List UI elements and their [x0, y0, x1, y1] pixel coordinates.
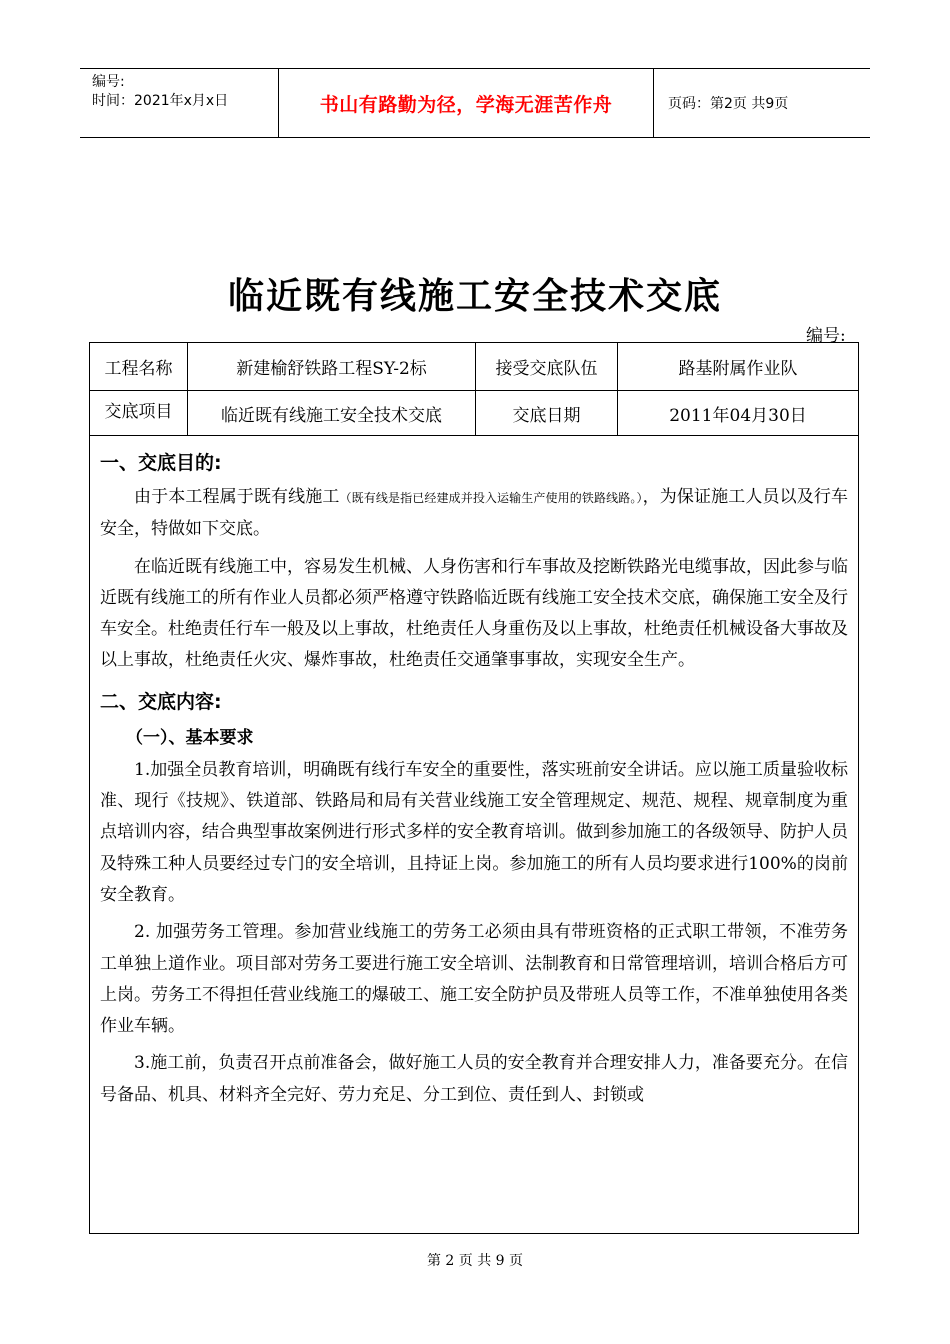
item-value: 临近既有线施工安全技术交底: [188, 391, 476, 436]
header-time-label: 时间：2021年x月x日: [92, 93, 229, 109]
info-table: [90, 343, 858, 436]
requirement-item-2: 2. 加强劳务工管理。参加营业线施工的劳务工必须由具有带班资格的正式职工带领，不准劳务工单独上道作业。项目部对劳务工要进行施工安全培训、法制教育和日常管理培训，培训合格后方可上岗。劳务工不得担任营业线施工的爆破工、施工安全防护员及带班人员等工作，不准单独使用各类作业车辆。: [100, 922, 848, 1037]
document-title: 临近既有线施工安全技术交底: [227, 276, 722, 317]
project-name-value: 新建榆舒铁路工程SY-2标: [188, 343, 476, 391]
page-header: [80, 68, 870, 138]
header-number-label: 编号:: [92, 74, 125, 90]
basic-requirements-heading: （一）、基本要求: [126, 727, 254, 748]
requirement-item-1: 1.加强全员教育培训，明确既有线行车安全的重要性，落实班前安全讲话。应以施工质量验收标准、现行《技规》、铁道部、铁路局和局有关营业线施工安全管理规定、规范、规程、规章制度为重点培训内容，结合典型事故案例进行形式多样的安全教育培训。做到参加施工的各级领导、防护人员及特殊工种人员要经过专门的安全培训，且持证上岗。参加施工的所有人员均要求进行100%的岗前安全教育。: [100, 759, 848, 905]
date-label: 交底日期: [476, 391, 618, 436]
purpose-heading: 一、交底目的:: [100, 452, 222, 474]
purpose-paragraph-2: 在临近既有线施工中，容易发生机械、人身伤害和行车事故及挖断铁路光电缆事故，因此参与临近既有线施工的所有作业人员都必须严格遵守铁路临近既有线施工安全技术交底，确保施工安全及行车安全。杜绝责任行车一般及以上事故，杜绝责任人身重伤及以上事故，杜绝责任机械设备大事故及以上事故，杜绝责任火灾、爆炸事故，杜绝责任交通肇事事故，实现安全生产。: [100, 556, 848, 671]
receiving-team-value: 路基附属作业队: [618, 343, 858, 391]
requirement-item-3: 3.施工前，负责召开点前准备会，做好施工人员的安全教育并合理安排人力，准备要充分。在信号备品、机具、材料齐全完好、劳力充足、分工到位、责任到人、封锁或: [100, 1053, 848, 1105]
date-value: 2011年04月30日: [618, 391, 858, 436]
purpose-p1-note: （既有线是指已经建成并投入运输生产使用的铁路线路。）: [339, 491, 643, 505]
disclosure-body: [90, 436, 858, 1111]
page-footer: 第 2 页 共 9 页: [426, 1253, 524, 1269]
header-motto: 书山有路勤为径，学海无涯苦作舟: [278, 69, 654, 137]
disclosure-table: [89, 342, 859, 1234]
purpose-p1-tail: ，为保证施工人员以及行车安全，特做如下交底。: [100, 487, 848, 540]
purpose-p1-text: 由于本工程属于既有线施工: [134, 487, 340, 507]
header-page-info: 页码：第2页 共9页: [668, 96, 789, 112]
content-heading: 二、交底内容:: [100, 690, 222, 713]
purpose-paragraph-1: [100, 482, 848, 546]
item-label: 交底项目: [90, 391, 188, 436]
header-meta: [80, 69, 278, 137]
project-name-label: 工程名称: [90, 343, 188, 391]
document-number-label: 编号:: [806, 326, 846, 346]
receiving-team-label: 接受交底队伍: [476, 343, 618, 391]
